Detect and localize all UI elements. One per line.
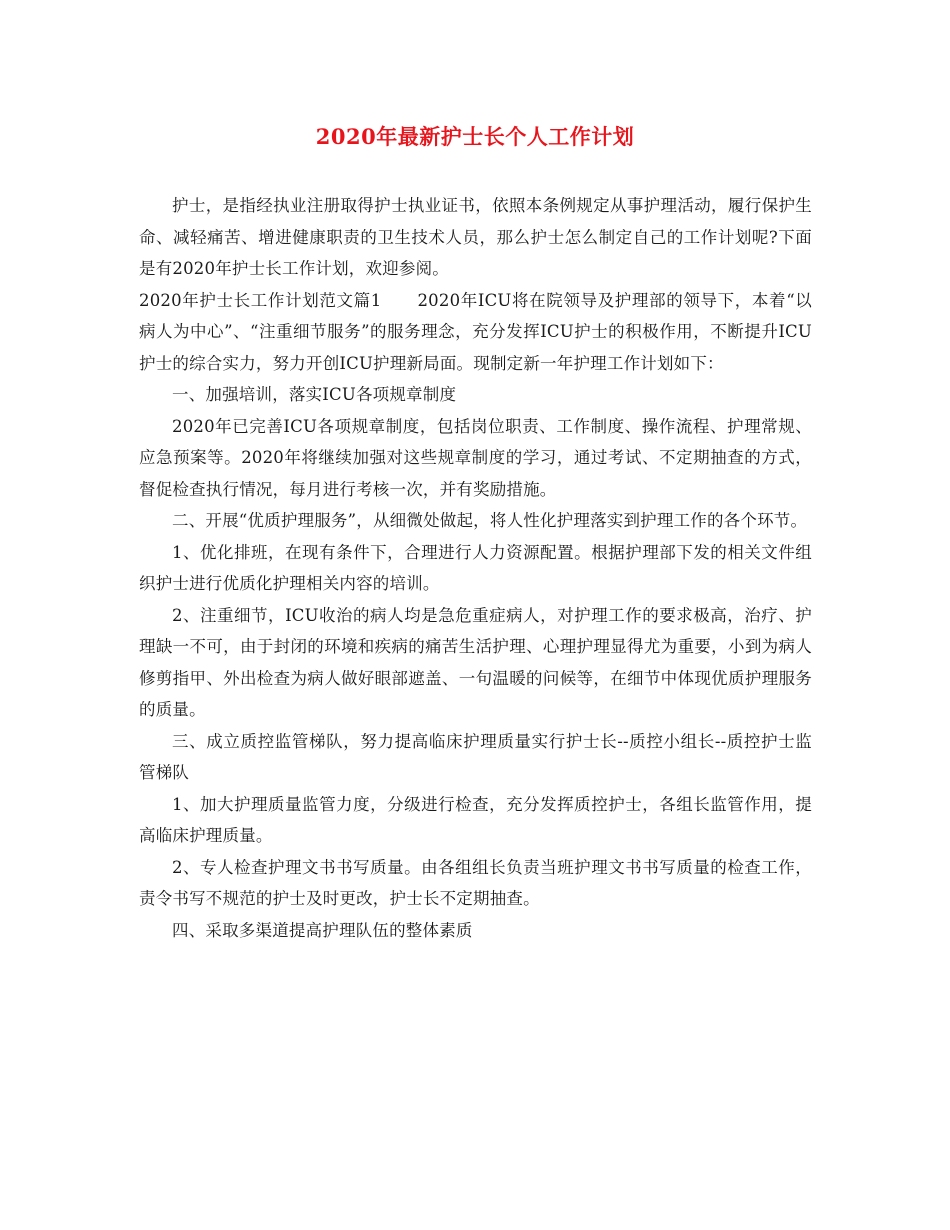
paragraph-documentation: 2、专人检查护理文书书写质量。由各组组长负责当班护理文书书写质量的检查工作，责令书写不规范的护士及时更改，护士长不定期抽查。: [139, 857, 812, 908]
paragraph-regulations: 2020年已完善ICU各项规章制度，包括岗位职责、工作制度、操作流程、护理常规、应急预案等。2020年将继续加强对这些规章制度的学习，通过考试、不定期抽查的方式，督促检查执行情况，每月进行考核一次，并有奖励措施。: [139, 416, 812, 499]
paragraph-supervision: 1、加大护理质量监管力度，分级进行检查，充分发挥质控护士，各组长监管作用，提高临床护理质量。: [139, 794, 812, 845]
heading-team-quality: 四、采取多渠道提高护理队伍的整体素质: [172, 920, 473, 940]
document-title: 2020年最新护士长个人工作计划: [315, 124, 635, 149]
document-body: [139, 190, 812, 946]
paragraph-scheduling: 1、优化排班，在现有条件下，合理进行人力资源配置。根据护理部下发的相关文件组织护士进行优质化护理相关内容的培训。: [139, 542, 812, 593]
section-intro-paragraph: [139, 285, 812, 380]
heading-quality-service: 二、开展“优质护理服务”，从细微处做起，将人性化护理落实到护理工作的各个环节。: [172, 511, 808, 530]
paragraph-details: 2、注重细节，ICU收治的病人均是急危重症病人，对护理工作的要求极高，治疗、护理缺一不可，由于封闭的环境和疾病的痛苦生活护理、心理护理显得尤为重要，小到为病人修剪指甲、外出检查为病人做好眼部遮盖、一句温暖的问候等，在细节中体现优质护理服务的质量。: [139, 605, 812, 719]
section-heading: 2020年护士长工作计划范文篇1: [139, 290, 382, 310]
section-intro-text: 2020年ICU将在院领导及护理部的领导下，本着“以病人为中心”、“注重细节服务”的服务理念，充分发挥ICU护士的积极作用，不断提升ICU护士的综合实力，努力开创ICU护理新局面。现制定新一年护理工作计划如下：: [139, 290, 812, 373]
heading-quality-control: 三、成立质控监管梯队，努力提高临床护理质量实行护士长--质控小组长--质控护士监管梯队: [139, 731, 812, 782]
heading-training: 一、加强培训，落实ICU各项规章制度: [172, 385, 457, 404]
intro-paragraph: 护士，是指经执业注册取得护士执业证书，依照本条例规定从事护理活动，履行保护生命、减轻痛苦、增进健康职责的卫生技术人员，那么护士怎么制定自己的工作计划呢?下面是有2020年护士长工作计划，欢迎参阅。: [139, 196, 812, 278]
